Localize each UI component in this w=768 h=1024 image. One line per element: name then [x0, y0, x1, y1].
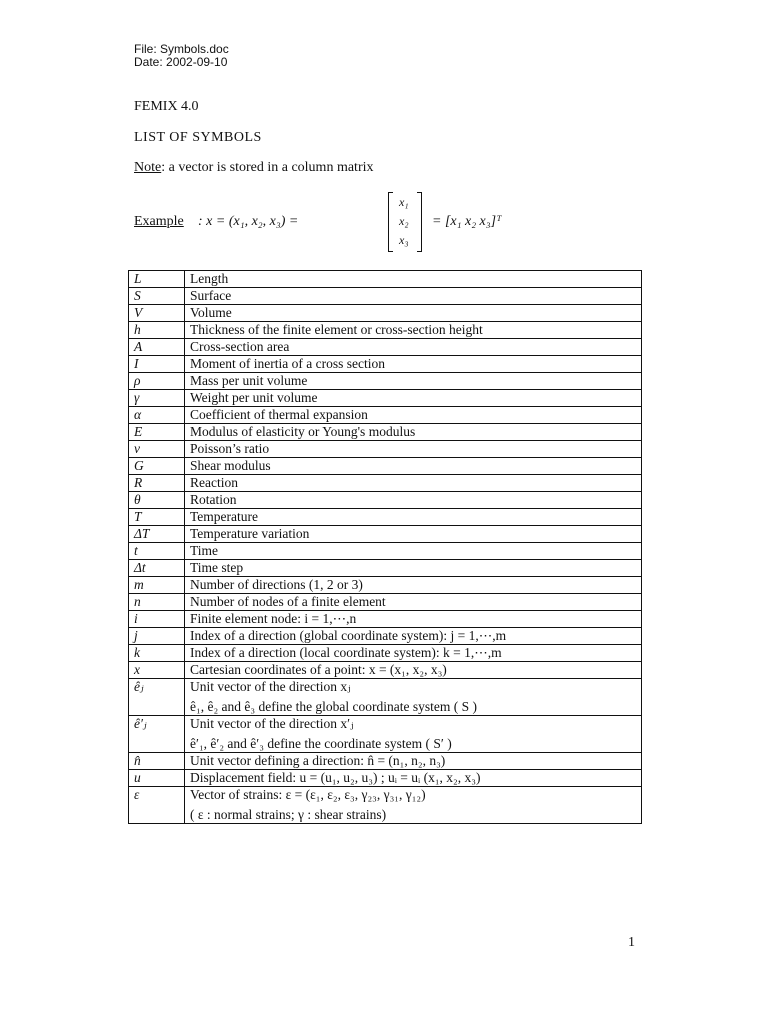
table-row: [129, 288, 642, 305]
description-cell: [185, 407, 642, 424]
symbol-cell: h: [129, 322, 185, 339]
symbol-cell: I: [129, 356, 185, 373]
note-text: : a vector is stored in a column matrix: [161, 160, 374, 175]
matrix-right-bracket: [417, 192, 422, 252]
symbol-cell: k: [129, 645, 185, 662]
note-paragraph: [134, 160, 374, 176]
description-text: Temperature variation: [190, 526, 310, 541]
symbol-cell: A: [129, 339, 185, 356]
description-text: Coefficient of thermal expansion: [190, 407, 368, 422]
matrix-element: x₁: [399, 195, 409, 209]
description-cell: [185, 458, 642, 475]
matrix-element: x₂: [399, 214, 409, 228]
table-row: [129, 441, 642, 458]
symbol-cell: n: [129, 594, 185, 611]
description-text: Displacement field: u = (u₁, u₂, u₃) ; uᵢ = uᵢ (x₁, x₂, x₃): [190, 770, 481, 785]
symbol-cell: E: [129, 424, 185, 441]
date-line: Date: 2002-09-10: [134, 55, 228, 69]
description-text: Modulus of elasticity or Young's modulus: [190, 424, 416, 439]
symbol-cell: i: [129, 611, 185, 628]
description-cell: [185, 356, 642, 373]
description-text: Poisson’s ratio: [190, 441, 270, 456]
description-text: Cartesian coordinates of a point: x = (x₁, x₂, x₃): [190, 662, 447, 677]
symbol-cell: n̂: [129, 753, 185, 770]
description-cell: [185, 662, 642, 679]
symbol-cell: u: [129, 770, 185, 787]
description-text: Temperature: [190, 509, 259, 524]
description-cell: [185, 373, 642, 390]
symbol-cell: ê′ⱼ: [129, 716, 185, 753]
description-cell: [185, 492, 642, 509]
description-cell: [185, 509, 642, 526]
table-row: [129, 373, 642, 390]
matrix-element: x₃: [399, 233, 409, 247]
description-text: Time: [190, 543, 219, 558]
description-text: Surface: [190, 288, 232, 303]
description-text: Unit vector of the direction x′ⱼ: [190, 716, 354, 731]
table-row: [129, 356, 642, 373]
table-row: [129, 628, 642, 645]
description-text: Unit vector of the direction xⱼ: [190, 679, 351, 694]
description-second-line: ê′₁, ê′₂ and ê′₃ define the coordinate system ( S′ ): [190, 736, 452, 751]
row-matrix-transpose: = [x₁ x₂ x₃]ᵀ: [432, 214, 502, 229]
document-title: FEMIX 4.0: [134, 99, 199, 114]
table-row: [129, 611, 642, 628]
description-cell: [185, 679, 642, 716]
description-text: Thickness of the finite element or cross-section height: [190, 322, 483, 337]
symbol-cell: G: [129, 458, 185, 475]
description-text: Reaction: [190, 475, 238, 490]
symbol-cell: ΔT: [129, 526, 185, 543]
symbol-cell: êⱼ: [129, 679, 185, 716]
description-text: Mass per unit volume: [190, 373, 308, 388]
description-cell: [185, 424, 642, 441]
description-cell: [185, 271, 642, 288]
description-cell: [185, 543, 642, 560]
table-row: [129, 787, 642, 824]
column-matrix: [388, 192, 422, 252]
description-cell: [185, 288, 642, 305]
document-subtitle: LIST OF SYMBOLS: [134, 130, 262, 145]
page-number: 1: [628, 935, 635, 950]
symbol-cell: Δt: [129, 560, 185, 577]
table-row: [129, 753, 642, 770]
symbol-cell: j: [129, 628, 185, 645]
table-row: [129, 770, 642, 787]
description-cell: [185, 628, 642, 645]
description-text: Vector of strains: ε = (ε₁, ε₂, ε₃, γ₂₃, γ₃₁, γ₁₂): [190, 787, 426, 802]
table-row: [129, 543, 642, 560]
example-label: Example: [134, 214, 184, 229]
table-row: [129, 475, 642, 492]
symbol-cell: α: [129, 407, 185, 424]
symbol-cell: γ: [129, 390, 185, 407]
symbol-cell: T: [129, 509, 185, 526]
example-formula: : x = (x₁, x₂, x₃) =: [198, 214, 299, 229]
description-text: Shear modulus: [190, 458, 271, 473]
description-cell: [185, 305, 642, 322]
description-text: Index of a direction (global coordinate system): j = 1,⋯,m: [190, 628, 507, 643]
symbol-cell: ρ: [129, 373, 185, 390]
description-second-line: ê₁, ê₂ and ê₃ define the global coordinate system ( S ): [190, 699, 478, 714]
description-text: Time step: [190, 560, 244, 575]
table-row: [129, 322, 642, 339]
table-row: [129, 424, 642, 441]
symbol-cell: S: [129, 288, 185, 305]
description-cell: [185, 475, 642, 492]
table-row: [129, 560, 642, 577]
description-cell: [185, 611, 642, 628]
table-row: [129, 271, 642, 288]
table-row: [129, 577, 642, 594]
table-row: [129, 407, 642, 424]
file-info: [134, 43, 229, 69]
table-row: [129, 594, 642, 611]
description-cell: [185, 560, 642, 577]
description-text: Cross-section area: [190, 339, 290, 354]
description-text: Number of nodes of a finite element: [190, 594, 386, 609]
table-row: [129, 716, 642, 753]
description-cell: [185, 441, 642, 458]
symbols-table: [128, 270, 642, 824]
symbol-cell: m: [129, 577, 185, 594]
description-cell: [185, 322, 642, 339]
symbol-cell: x: [129, 662, 185, 679]
symbol-cell: ε: [129, 787, 185, 824]
description-cell: [185, 770, 642, 787]
description-text: Rotation: [190, 492, 237, 507]
description-text: Index of a direction (local coordinate system): k = 1,⋯,m: [190, 645, 502, 660]
note-label: Note: [134, 160, 162, 175]
description-cell: [185, 594, 642, 611]
description-text: Number of directions (1, 2 or 3): [190, 577, 363, 592]
description-cell: [185, 577, 642, 594]
description-cell: [185, 526, 642, 543]
description-cell: [185, 390, 642, 407]
symbol-cell: L: [129, 271, 185, 288]
symbols-table-body: [129, 271, 642, 824]
description-cell: [185, 716, 642, 753]
table-row: [129, 458, 642, 475]
description-text: Weight per unit volume: [190, 390, 318, 405]
description-text: Finite element node: i = 1,⋯,n: [190, 611, 357, 626]
description-cell: [185, 645, 642, 662]
matrix-left-bracket: [388, 192, 393, 252]
file-line: File: Symbols.doc: [134, 42, 229, 56]
table-row: [129, 679, 642, 716]
symbol-cell: ν: [129, 441, 185, 458]
table-row: [129, 492, 642, 509]
table-row: [129, 645, 642, 662]
description-cell: [185, 787, 642, 824]
table-row: [129, 526, 642, 543]
symbol-cell: R: [129, 475, 185, 492]
description-text: Length: [190, 271, 229, 286]
description-text: Moment of inertia of a cross section: [190, 356, 385, 371]
symbol-cell: V: [129, 305, 185, 322]
description-cell: [185, 753, 642, 770]
table-row: [129, 509, 642, 526]
description-text: Volume: [190, 305, 232, 320]
description-second-line: ( ε : normal strains; γ : shear strains): [190, 807, 387, 822]
symbol-cell: t: [129, 543, 185, 560]
description-cell: [185, 339, 642, 356]
example-block: [134, 190, 594, 254]
table-row: [129, 390, 642, 407]
symbol-cell: θ: [129, 492, 185, 509]
table-row: [129, 305, 642, 322]
description-text: Unit vector defining a direction: n̂ = (n₁, n₂, n₃): [190, 753, 446, 768]
table-row: [129, 339, 642, 356]
table-row: [129, 662, 642, 679]
